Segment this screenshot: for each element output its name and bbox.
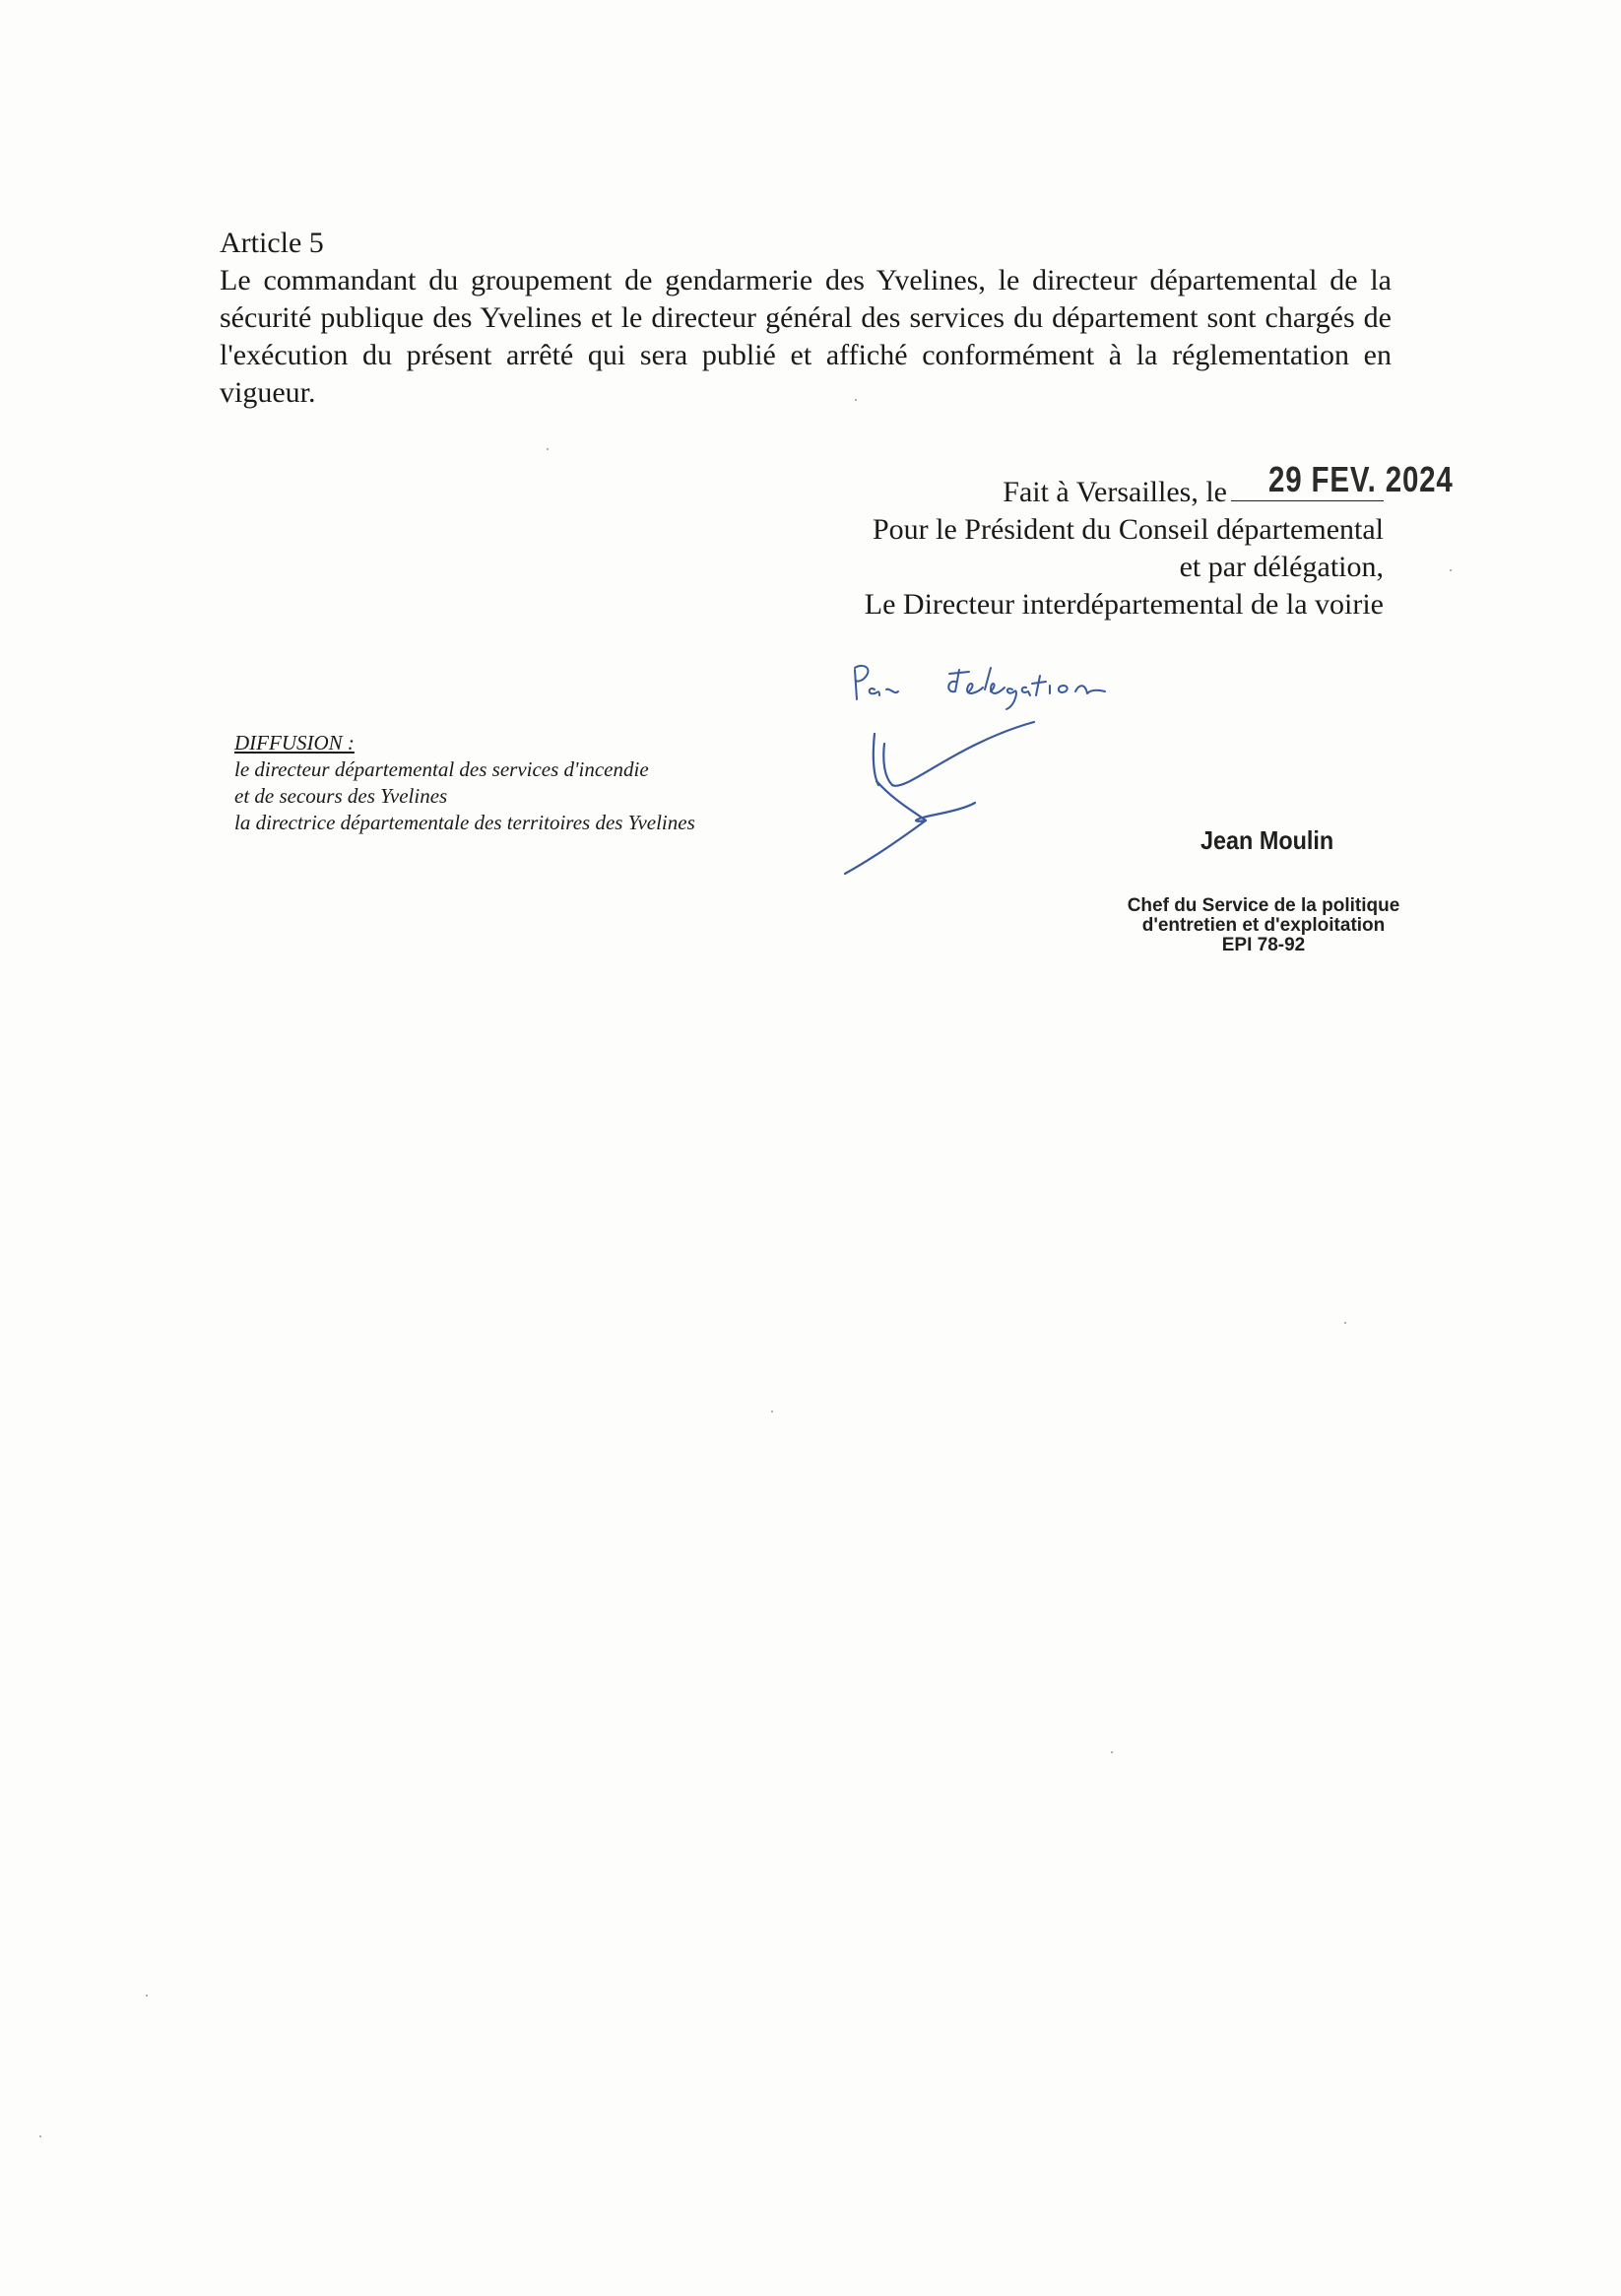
signer-title-line: EPI 78-92 [1221, 935, 1306, 955]
signature-line-2: et par délégation, [1179, 551, 1384, 583]
signature-line-1: Pour le Président du Conseil départemental [872, 513, 1384, 546]
diffusion-item: la directrice départementale des territoires des Yvelines [234, 811, 695, 834]
scan-speck [1344, 1322, 1346, 1324]
diffusion-item: le directeur départemental des services d'incendie [234, 757, 649, 781]
signer-title-line: d'entretien et d'exploitation [1141, 915, 1386, 936]
handwritten-delegation-note [847, 640, 1241, 719]
place-prefix: Fait à Versailles, le [1003, 476, 1227, 508]
signature-line-3: Le Directeur interdépartemental de la voirie [864, 588, 1384, 621]
date-stamp: 29 FEV. 2024 [1268, 459, 1454, 499]
scan-speck [771, 1410, 773, 1412]
diffusion-title: DIFFUSION : [234, 731, 355, 754]
scan-speck [146, 1995, 148, 1997]
scan-speck [855, 399, 857, 401]
scan-speck [547, 448, 549, 450]
signature-scribble [837, 714, 1054, 882]
article-title: Article 5 [220, 227, 324, 259]
diffusion-list [234, 730, 695, 836]
signer-title [1121, 896, 1406, 955]
article-section [220, 225, 1392, 412]
scan-speck [1450, 569, 1452, 571]
scan-speck [39, 2135, 41, 2137]
date-blank-line [1231, 473, 1384, 501]
signature-block [788, 473, 1384, 623]
diffusion-item: et de secours des Yvelines [234, 784, 448, 808]
article-body: Le commandant du groupement de gendarmerie des Yvelines, le directeur départemental de la sécurité publique des Yvelines et le directeur général des services du département sont chargés de l'exécution du présent arrêté qui sera publié et affiché conformément à la réglementation en vigueur. [220, 264, 1392, 409]
signer-title-line: Chef du Service de la politique [1127, 895, 1400, 916]
scan-speck [1111, 1751, 1113, 1753]
place-date-line [788, 473, 1384, 511]
signer-name: Jean Moulin [1200, 825, 1334, 855]
